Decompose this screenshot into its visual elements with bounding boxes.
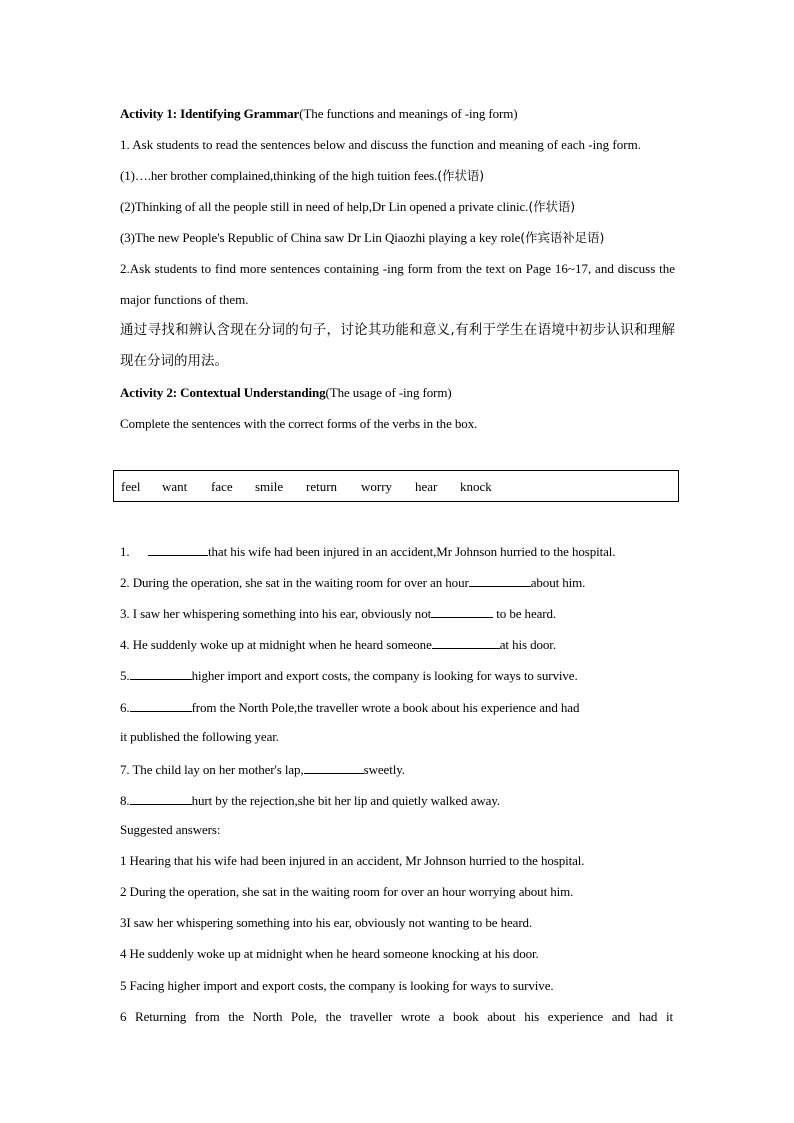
answers-heading: Suggested answers: <box>120 822 221 837</box>
activity2-instruction: Complete the sentences with the correct forms of the verbs in the box. <box>120 416 478 431</box>
example-1-text: (1)….her brother complained,thinking of the high tuition fees. <box>120 168 438 183</box>
word-face: face <box>211 479 233 494</box>
answer-3: 3I saw her whispering something into his ear, obviously not wanting to be heard. <box>120 915 533 930</box>
answer-blank[interactable] <box>130 666 192 680</box>
example-3-text: (3)The new People's Republic of China saw Dr Lin Qiaozhi playing a key role <box>120 230 521 245</box>
exercise-3: 3. I saw her whispering something into his ear, obviously not to be heard. <box>120 606 557 621</box>
word-want: want <box>162 479 188 494</box>
example-2-note: (作状语) <box>528 199 576 214</box>
answer-blank[interactable] <box>130 698 192 712</box>
answer-blank[interactable] <box>148 542 208 556</box>
activity1-note-cn: 通过寻找和辨认含现在分词的句子，讨论其功能和意义,有利于学生在语境中初步认识和理解现在分词的用法。 <box>120 322 675 369</box>
answer-blank[interactable] <box>304 760 364 774</box>
answer-2: 2 During the operation, she sat in the waiting room for over an hour worrying about him. <box>120 884 574 899</box>
exercise-5: 5. higher import and export costs, the company is looking for ways to survive. <box>120 668 578 683</box>
exercise-1: 1. that his wife had been injured in an accident,Mr Johnson hurried to the hospital. <box>120 544 616 559</box>
answer-blank[interactable] <box>432 635 500 649</box>
answer-5: 5 Facing higher import and export costs, the company is looking for ways to survive. <box>120 978 554 993</box>
answer-blank[interactable] <box>130 791 192 805</box>
example-3-note: (作宾语补足语) <box>520 230 605 245</box>
answer-6: 6 Returning from the North Pole, the traveller wrote a book about his experience and had it <box>120 1009 673 1024</box>
activity2-subtitle: (The usage of -ing form) <box>325 385 452 400</box>
word-feel: feel <box>121 479 141 494</box>
word-knock: knock <box>460 479 492 494</box>
exercise-2: 2. During the operation, she sat in the waiting room for over an hour about him. <box>120 575 586 590</box>
exercise-8: 8. hurt by the rejection,she bit her lip and quietly walked away. <box>120 793 501 808</box>
answer-4: 4 He suddenly woke up at midnight when he heard someone knocking at his door. <box>120 946 539 961</box>
word-return: return <box>306 479 338 494</box>
exercise-6-continued: it published the following year. <box>120 729 279 744</box>
activity1-instruction1: 1. Ask students to read the sentences below and discuss the function and meaning of each -ing form. <box>120 137 641 152</box>
activity2-title: Activity 2: Contextual Understanding <box>120 385 326 400</box>
example-1 <box>120 160 675 191</box>
activity2-heading <box>120 377 675 408</box>
activity1-heading <box>120 98 675 129</box>
activity1-instruction2: 2.Ask students to find more sentences containing -ing form from the text on Page 16~17, and discuss the major functions of them. <box>120 261 675 307</box>
word-hear: hear <box>415 479 438 494</box>
activity1-subtitle: (The functions and meanings of -ing form) <box>299 106 518 121</box>
exercise-4: 4. He suddenly woke up at midnight when he heard someone at his door. <box>120 637 556 652</box>
example-3 <box>120 222 675 253</box>
word-smile: smile <box>255 479 284 494</box>
document-page <box>120 98 675 439</box>
word-box <box>113 470 679 502</box>
answer-blank[interactable] <box>431 604 493 618</box>
activity1-title: Activity 1: Identifying Grammar <box>120 106 300 121</box>
example-2 <box>120 191 675 222</box>
exercise-6: 6. from the North Pole,the traveller wrote a book about his experience and had <box>120 700 580 715</box>
answer-blank[interactable] <box>469 573 531 587</box>
example-2-text: (2)Thinking of all the people still in need of help,Dr Lin opened a private clinic. <box>120 199 529 214</box>
example-1-note: (作状语) <box>437 168 485 183</box>
exercise-7: 7. The child lay on her mother's lap, sweetly. <box>120 762 405 777</box>
answer-1: 1 Hearing that his wife had been injured in an accident, Mr Johnson hurried to the hospital. <box>120 853 585 868</box>
word-worry: worry <box>361 479 393 494</box>
